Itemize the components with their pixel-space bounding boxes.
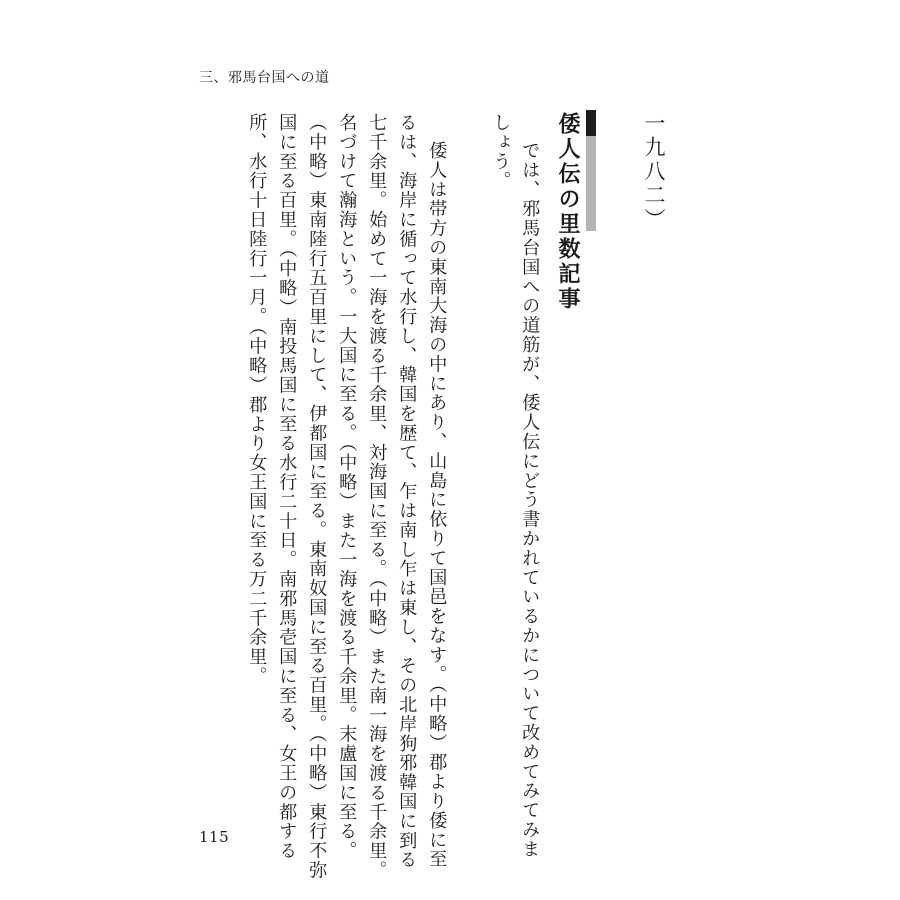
quote-line: 国に至る百里。（中略）南投馬国に至る水行二十日。南邪馬壱国に至る、女王の都する: [276, 113, 298, 861]
carry-over-text: 一九八二）: [642, 112, 666, 232]
quote-line: 所、水行十日陸行一月。（中略）郡より女王国に至る万二千余里。: [246, 113, 268, 686]
quote-line: るは、海岸に循って水行し、韓国を歴て、乍は南し乍は東し、その北岸狗邪韓国に到る: [396, 113, 418, 870]
heading-bar: [586, 110, 596, 231]
quote-line: （中略）東南陸行五百里にして、伊都国に至る。東南奴国に至る百里。（中略）東行不弥: [306, 113, 328, 880]
quote-line: 名づけて瀚海という。一大国に至る。（中略）また一海を渡る千余里。末盧国に至る。: [336, 113, 358, 861]
running-head: 三、邪馬台国への道: [199, 70, 330, 86]
section-heading: 倭人伝の里数記事: [555, 112, 581, 312]
quote-line: 七千余里。始めて一海を渡る千余里、対海国に至る。（中略）また南一海を渡る千余里。: [366, 113, 388, 880]
page-number: 115: [199, 828, 230, 846]
intro-line: しょう。: [490, 113, 512, 191]
intro-line: では、邪馬台国への道筋が、倭人伝にどう書かれているかについて改めてみてみま: [519, 141, 541, 859]
quote-line: 倭人は帯方の東南大海の中にあり、山島に依りて国邑をなす。（中略）郡より倭に至: [426, 141, 448, 870]
